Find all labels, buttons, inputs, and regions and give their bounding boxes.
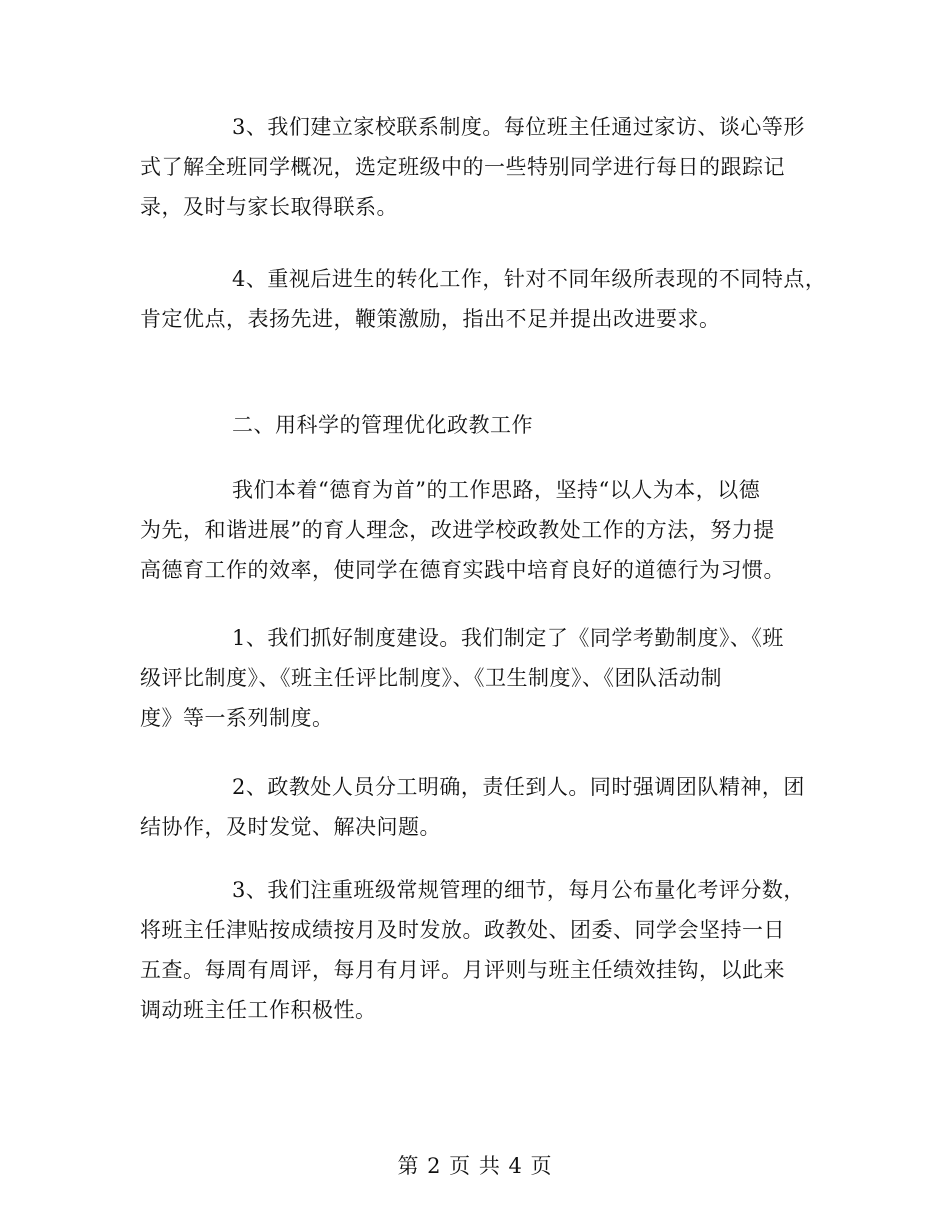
paragraph-line: 3、我们注重班级常规管理的细节，每月公布量化考评分数， [232, 878, 805, 902]
paragraph-line: 录，及时与家长取得联系。 [140, 195, 398, 219]
paragraph-line: 五查。每周有周评，每月有月评。月评则与班主任绩效挂钩，以此来 [140, 958, 785, 982]
paragraph-line: 1、我们抓好制度建设。我们制定了《同学考勤制度》、《班 [232, 626, 784, 650]
paragraph-line: 级评比制度》、《班主任评比制度》、《卫生制度》、《团队活动制 [140, 666, 722, 690]
paragraph-line: 度》等一系列制度。 [140, 706, 334, 730]
paragraph-home-school-contact [140, 107, 820, 227]
paragraph-line: 调动班主任工作积极性。 [140, 998, 377, 1022]
paragraph-moral-education-principle [140, 470, 820, 590]
page-number-footer: 第 2 页 共 4 页 [397, 1154, 553, 1178]
section-heading [140, 405, 820, 445]
paragraph-line: 为先，和谐进展”的育人理念，改进学校政教处工作的方法，努力提 [140, 518, 775, 542]
paragraph-class-management [140, 870, 820, 1030]
paragraph-line: 将班主任津贴按成绩按月及时发放。政教处、团委、同学会坚持一日 [140, 918, 785, 942]
heading-text: 二、用科学的管理优化政教工作 [232, 413, 533, 437]
paragraph-line: 式了解全班同学概况，选定班级中的一些特别同学进行每日的跟踪记 [140, 155, 785, 179]
paragraph-line: 结协作，及时发觉、解决问题。 [140, 815, 441, 839]
paragraph-underachiever-transformation [140, 259, 827, 339]
paragraph-line: 2、政教处人员分工明确，责任到人。同时强调团队精神，团 [232, 775, 805, 799]
paragraph-system-building [140, 618, 820, 738]
paragraph-line: 肯定优点，表扬先进，鞭策激励，指出不足并提出改进要求。 [140, 307, 721, 331]
paragraph-line: 我们本着“德育为首”的工作思路，坚持“以人为本，以德 [232, 478, 761, 502]
paragraph-line: 4、重视后进生的转化工作，针对不同年级所表现的不同特点， [232, 267, 827, 291]
paragraph-staff-division [140, 767, 820, 847]
paragraph-line: 高德育工作的效率，使同学在德育实践中培育良好的道德行为习惯。 [140, 558, 785, 582]
paragraph-line: 3、我们建立家校联系制度。每位班主任通过家访、谈心等形 [232, 115, 805, 139]
